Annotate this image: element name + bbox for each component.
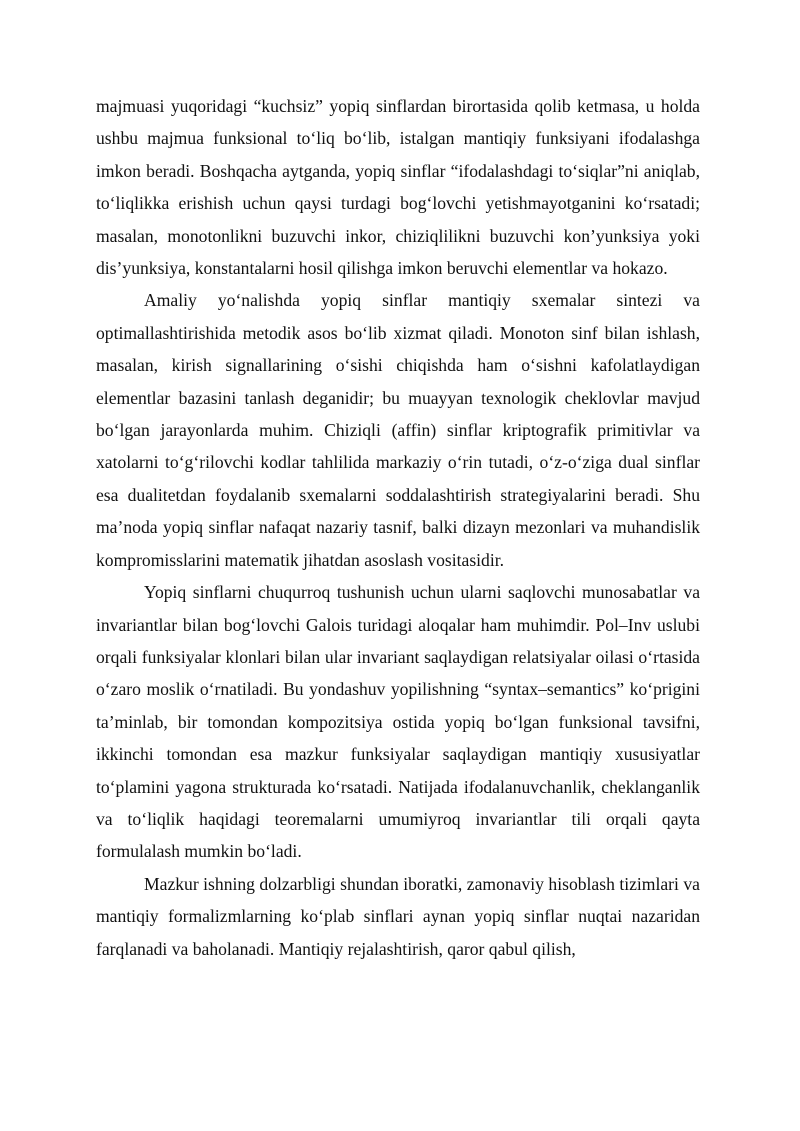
paragraph-relevance: Mazkur ishning dolzarbligi shundan iboratki, zamonaviy hisoblash tizimlari va mantiqiy formalizmlarning ko‘plab sinflari aynan yopiq sinflar nuqtai nazaridan farqlanadi va baholanadi. Mantiqiy rejalashtirish, qaror qabul qilish,	[96, 873, 700, 959]
paragraph-continuation: majmuasi yuqoridagi “kuchsiz” yopiq sinflardan birortasida qolib ketmasa, u holda ushbu majmua funksional to‘liq bo‘lib, istalgan mantiqiy funksiyani ifodalashga imkon beradi. Boshqacha aytganda, yopiq sinflar “ifodalashdagi to‘siqlar”ni aniqlab, to‘liqlikka erishish uchun qaysi turdagi bog‘lovchi yetishmayotganini ko‘rsatadi; masalan, monotonlikni buzuvchi inkor, chiziqlilikni buzuvchi kon’yunksiya yoki dis’yunksiya, konstantalarni hosil qilishga imkon beruvchi elementlar va hokazo.	[96, 96, 700, 279]
document-page	[96, 90, 700, 965]
paragraph-applied-direction: Amaliy yo‘nalishda yopiq sinflar mantiqiy sxemalar sintezi va optimallashtirishida metodik asos bo‘lib xizmat qiladi. Monoton sinf bilan ishlash, masalan, kirish signallarining o‘sishi chiqishda ham o‘sishni kafolatlaydigan elementlar bazasini tanlash deganidir; bu muayyan texnologik cheklovlar mavjud bo‘lgan jarayonlarda muhim. Chiziqli (affin) sinflar kriptografik primitivlar va xatolarni to‘g‘rilovchi kodlar tahlilida markaziy o‘rin tutadi, o‘z-o‘ziga dual sinflar esa dualitetdan foydalanib sxemalarni soddalashtirish strategiyalarini beradi. Shu ma’noda yopiq sinflar nafaqat nazariy tasnif, balki dizayn mezonlari va muhandislik kompromisslarini matematik jihatdan asoslash vositasidir.	[96, 290, 700, 570]
paragraph-galois-connections: Yopiq sinflarni chuqurroq tushunish uchun ularni saqlovchi munosabatlar va invariantlar bilan bog‘lovchi Galois turidagi aloqalar ham muhimdir. Pol–Inv uslubi orqali funksiyalar klonlari bilan ular invariant saqlaydigan relatsiyalar oilasi o‘rtasida o‘zaro moslik o‘rnatiladi. Bu yondashuv yopilishning “syntax–semantics” ko‘prigini ta’minlab, bir tomondan kompozitsiya ostida yopiq bo‘lgan funksional tavsifni, ikkinchi tomondan esa mazkur funksiyalar saqlaydigan mantiqiy xususiyatlar to‘plamini yagona strukturada ko‘rsatadi. Natijada ifodalanuvchanlik, cheklanganlik va to‘liqlik haqidagi teoremalarni umumiyroq invariantlar tili orqali qayta formulalash mumkin bo‘ladi.	[96, 582, 700, 862]
